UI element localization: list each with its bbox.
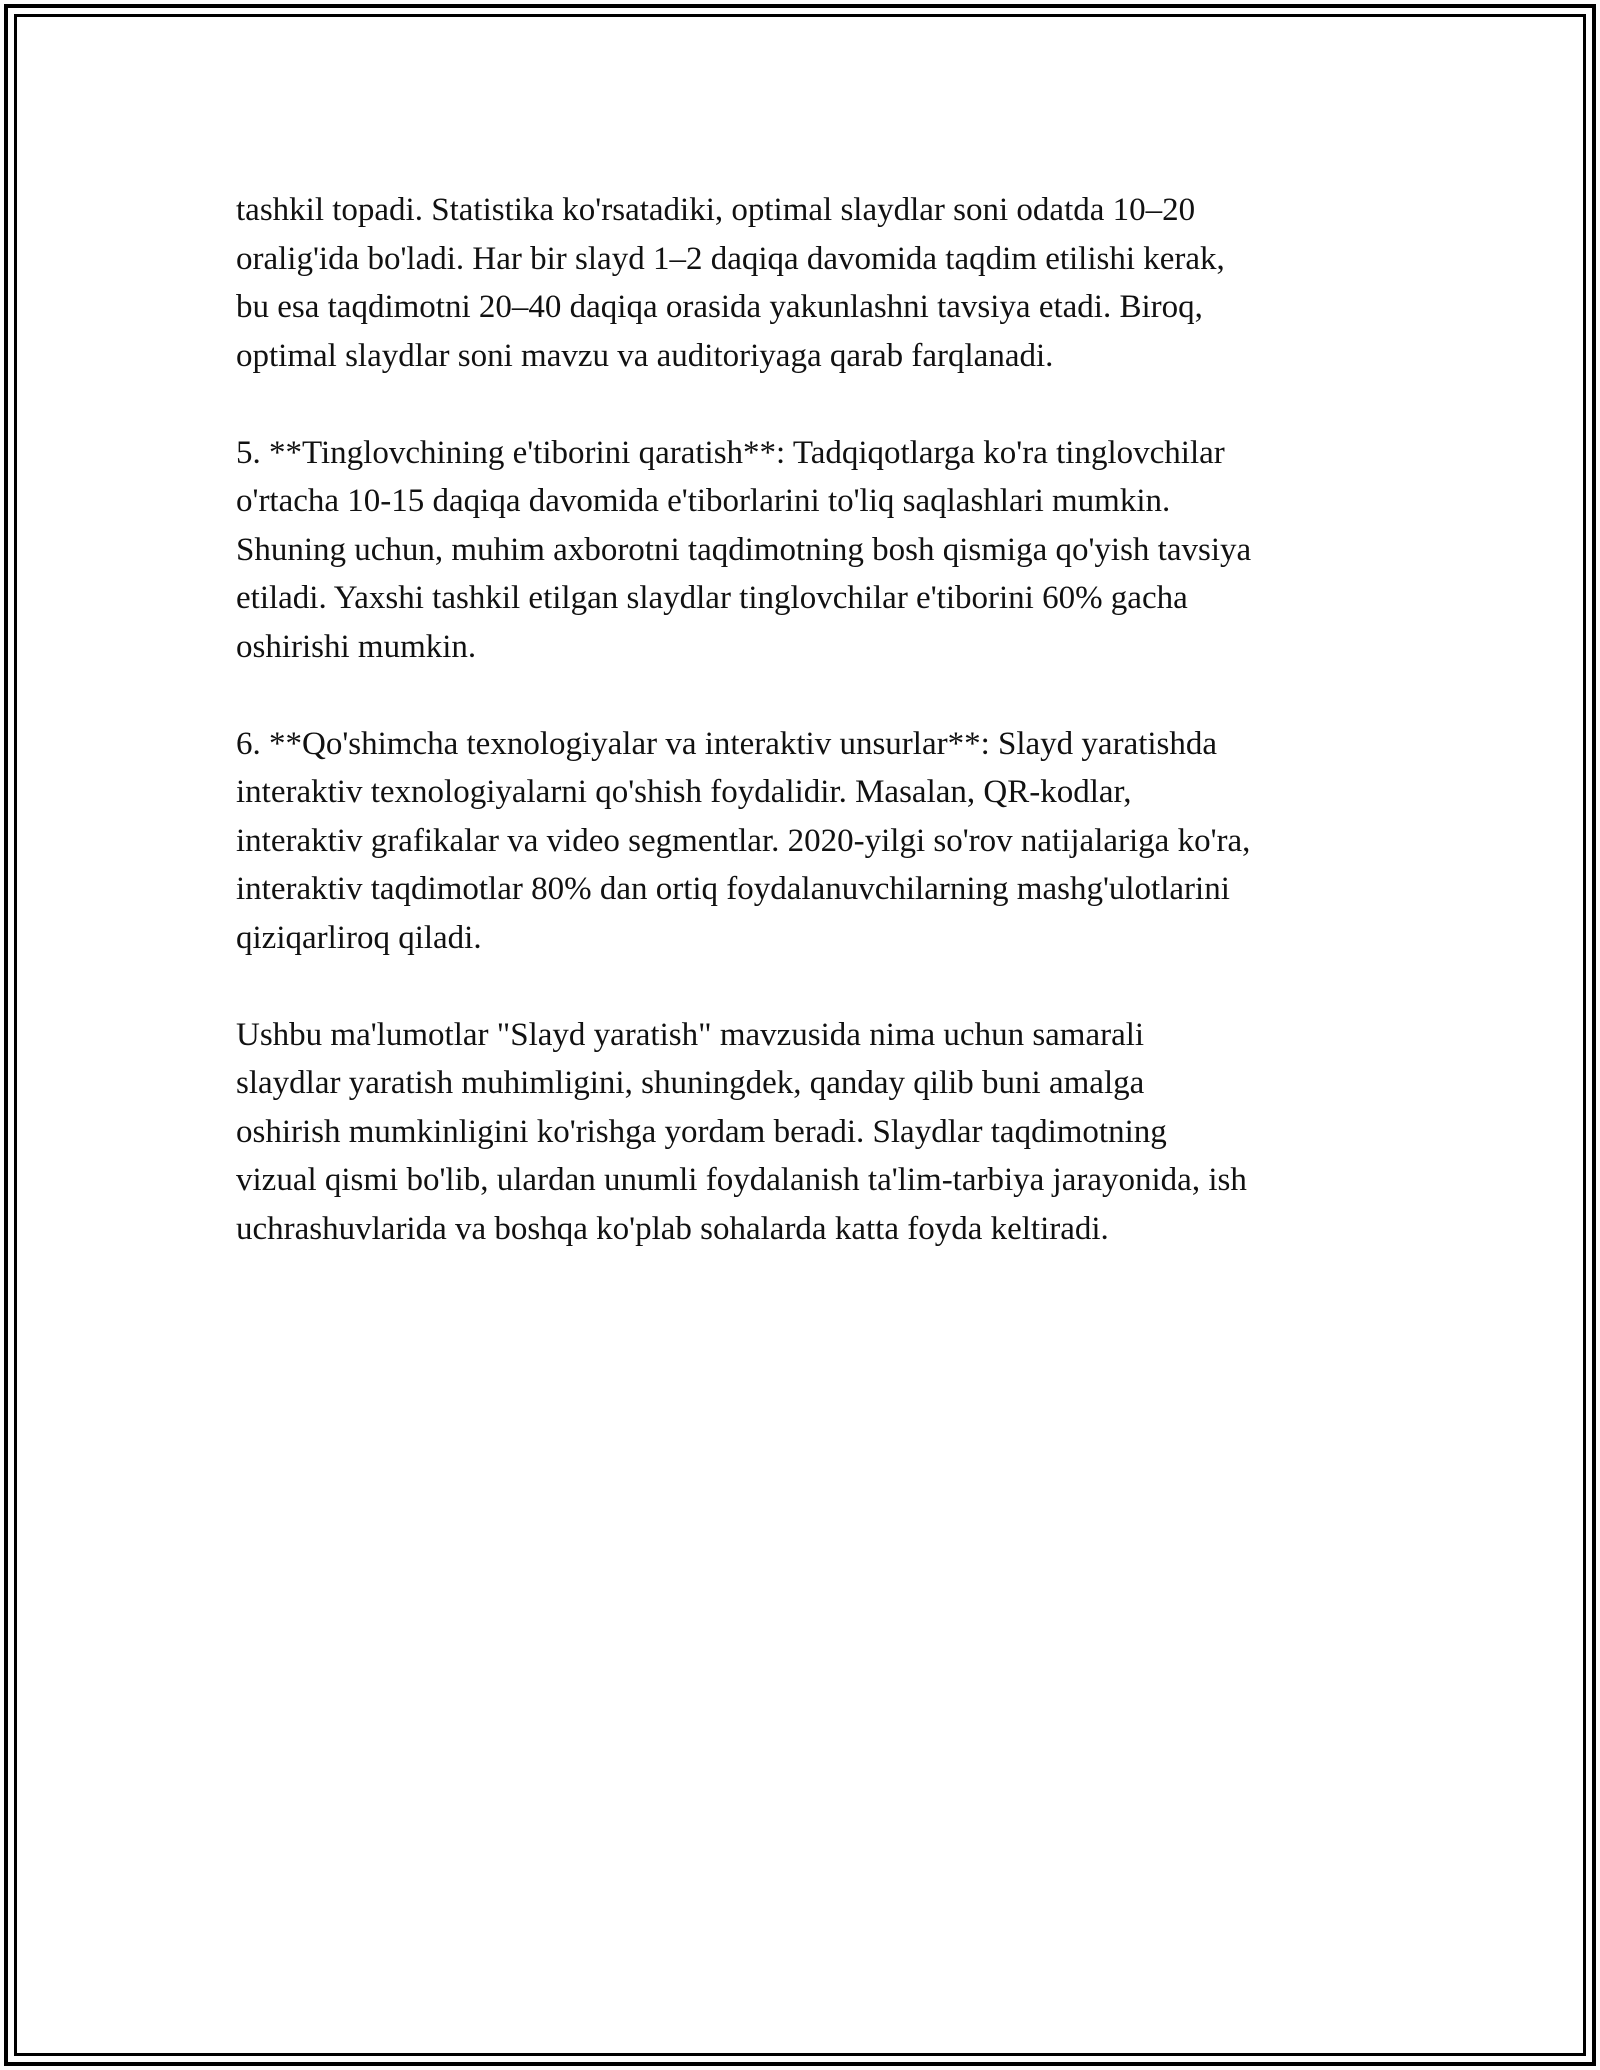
text-line: Ushbu ma'lumotlar "Slayd yaratish" mavzusida nima uchun samarali xyxy=(236,1016,1145,1053)
paragraph-interactive-technologies xyxy=(236,720,1376,963)
text-line: interaktiv grafikalar va video segmentlar. 2020-yilgi so'rov natijalariga ko'ra, xyxy=(236,822,1251,859)
text-line: o'rtacha 10-15 daqiqa davomida e'tiborlarini to'liq saqlashlari mumkin. xyxy=(236,483,1171,519)
text-line: uchrashuvlarida va boshqa ko'plab sohalarda katta foyda keltiradi. xyxy=(236,1210,1109,1247)
text-line: 5. **Tinglovchining e'tiborini qaratish**: Tadqiqotlarga ko'ra tinglovchilar xyxy=(236,434,1225,471)
text-line: interaktiv texnologiyalarni qo'shish foydalidir. Masalan, QR-kodlar, xyxy=(236,774,1132,810)
text-line: oralig'ida bo'ladi. Har bir slayd 1–2 daqiqa davomida taqdim etilishi kerak, xyxy=(236,240,1225,277)
text-line: 6. **Qo'shimcha texnologiyalar va interaktiv unsurlar**: Slayd yaratishda xyxy=(236,725,1218,762)
text-line: vizual qismi bo'lib, ulardan unumli foydalanish ta'lim-tarbiya jarayonida, ish xyxy=(236,1162,1247,1198)
text-line: etiladi. Yaxshi tashkil etilgan slaydlar tinglovchilar e'tiborini 60% gacha xyxy=(236,580,1188,616)
text-line: slaydlar yaratish muhimligini, shuningdek, qanday qilib buni amalga xyxy=(236,1065,1145,1101)
text-line: qiziqarliroq qiladi. xyxy=(236,919,482,956)
text-line: bu esa taqdimotni 20–40 daqiqa orasida yakunlashni tavsiya etadi. Biroq, xyxy=(236,289,1203,325)
text-line: Shuning uchun, muhim axborotni taqdimotning bosh qismiga qo'yish tavsiya xyxy=(236,531,1252,568)
paragraph-slide-count xyxy=(236,186,1376,380)
document-body xyxy=(236,186,1376,1302)
text-line: tashkil topadi. Statistika ko'rsatadiki, optimal slaydlar soni odatda 10–20 xyxy=(236,192,1196,228)
text-line: optimal slaydlar soni mavzu va auditoriyaga qarab farqlanadi. xyxy=(236,337,1054,374)
text-line: oshirish mumkinligini ko'rishga yordam beradi. Slaydlar taqdimotning xyxy=(236,1113,1167,1150)
text-line: oshirishi mumkin. xyxy=(236,628,477,665)
text-line: interaktiv taqdimotlar 80% dan ortiq foydalanuvchilarning mashg'ulotlarini xyxy=(236,871,1230,907)
paragraph-conclusion xyxy=(236,1011,1376,1254)
paragraph-audience-attention xyxy=(236,429,1376,672)
